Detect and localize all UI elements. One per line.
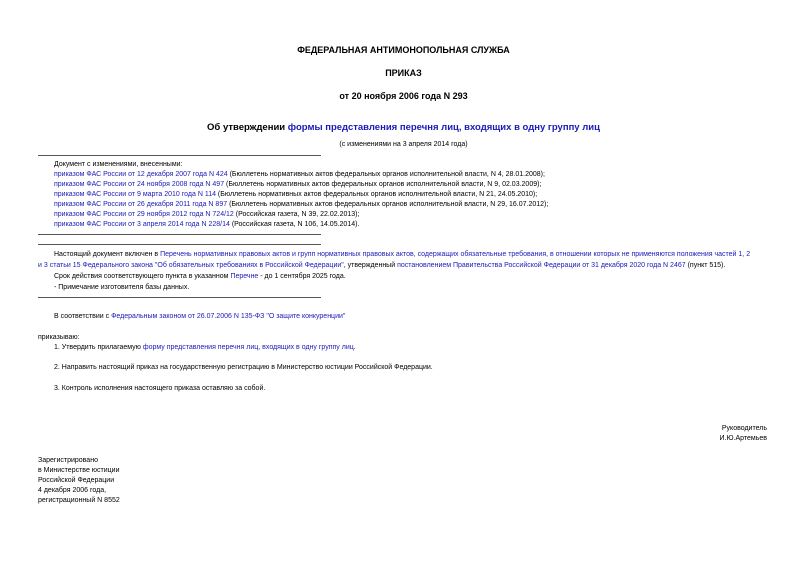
amendment-source: (Российская газета, N 106, 14.05.2014). (229, 221, 360, 228)
doc-date-number: от 20 ноября 2006 года N 293 (339, 91, 468, 101)
amendment-item (54, 210, 548, 220)
government-resolution-link[interactable]: постановлением Правительства Российской Федерации от 31 декабря 2020 года N 2467 (397, 262, 686, 269)
divider (38, 244, 321, 245)
amendment-source: (Бюллетень нормативных актов федеральных органов исполнительной власти, N 9, 02.03.2009); (224, 181, 542, 188)
amendment-item (54, 200, 548, 210)
notice-text: , утвержденный (343, 262, 398, 269)
title-prefix: Об утверждении (207, 122, 288, 133)
document-title (0, 122, 807, 133)
registration-line: Российской Федерации (38, 477, 115, 484)
amendment-link[interactable]: приказом ФАС России от 29 ноября 2012 года N 724/12 (54, 211, 234, 218)
registration-line: регистрационный N 8552 (38, 497, 120, 504)
amendment-source: (Российская газета, N 39, 22.02.2013); (233, 211, 360, 218)
point-text: . (353, 344, 356, 351)
point-1 (54, 343, 356, 353)
registry-link[interactable]: Перечень нормативных правовых актов и групп нормативных правовых актов, содержащих обязательные требования, в отношении которых не применяются положения частей 1, 2 (160, 251, 751, 258)
amendment-item (54, 190, 548, 200)
amendment-link[interactable]: приказом ФАС России от 26 декабря 2011 года N 897 (54, 201, 228, 208)
publisher-note: - Примечание изготовителя базы данных. (54, 284, 190, 291)
notice-text: (пункт 515). (685, 262, 726, 269)
amendments-list (54, 170, 548, 230)
form-link[interactable]: форму представления перечня лиц, входящих в одну группу лиц (142, 344, 354, 351)
notice-line-3 (54, 272, 346, 282)
amendment-item (54, 170, 548, 180)
point-2: 2. Направить настоящий приказ на государственную регистрацию в Министерство юстиции Российской Федерации. (54, 364, 433, 371)
list-link[interactable]: Перечне (230, 273, 259, 280)
amendment-link[interactable]: приказом ФАС России от 9 марта 2010 года N 114 (54, 191, 216, 198)
amendment-link[interactable]: приказом ФАС России от 3 апреля 2014 года N 228/14 (54, 221, 230, 228)
point-3: 3. Контроль исполнения настоящего приказа оставляю за собой. (54, 385, 266, 392)
divider (38, 155, 321, 156)
notice-text: Настоящий документ включен в (54, 251, 161, 258)
amendment-item (54, 180, 548, 190)
preamble-text: В соответствии с (54, 313, 112, 320)
notice-line-2 (38, 261, 725, 271)
amendments-intro: Документ с изменениями, внесенными: (54, 161, 183, 168)
divider (38, 297, 321, 298)
amendment-source: (Бюллетень нормативных актов федеральных органов исполнительной власти, N 4, 28.01.2008); (227, 171, 545, 178)
federal-law-link[interactable]: и 3 статьи 15 Федерального закона "Об обязательных требованиях в Российской Федерации" (38, 262, 344, 269)
amendment-source: (Бюллетень нормативных актов федеральных органов исполнительной власти, N 29, 16.07.2012); (227, 201, 549, 208)
point-text: 1. Утвердить прилагаемую (54, 344, 143, 351)
notice-line-1 (54, 250, 750, 260)
agency-name: ФЕДЕРАЛЬНАЯ АНТИМОНОПОЛЬНАЯ СЛУЖБА (297, 45, 510, 55)
amendment-item (54, 220, 548, 230)
revision-note: (с изменениями на 3 апреля 2014 года) (339, 141, 468, 148)
registration-line: в Министерстве юстиции (38, 467, 120, 474)
title-link[interactable]: формы представления перечня лиц, входящих в одну группу лиц (287, 122, 600, 133)
notice-text: Срок действия соответствующего пункта в указанном (54, 273, 231, 280)
divider (38, 234, 321, 235)
signature-name: И.Ю.Артемьев (719, 435, 767, 442)
registration-line: Зарегистрировано (38, 457, 98, 464)
amendment-source: (Бюллетень нормативных актов федеральных органов исполнительной власти, N 21, 24.05.2010); (215, 191, 538, 198)
amendment-link[interactable]: приказом ФАС России от 24 ноября 2008 года N 497 (54, 181, 225, 188)
signature-position: Руководитель (721, 425, 767, 432)
registration-block (38, 456, 120, 506)
amendment-link[interactable]: приказом ФАС России от 12 декабря 2007 года N 424 (54, 171, 228, 178)
competition-law-link[interactable]: Федеральным законом от 26.07.2006 N 135-ФЗ "О защите конкуренции" (111, 313, 346, 320)
order-word: приказываю: (38, 334, 80, 341)
notice-text: - до 1 сентября 2025 года. (258, 273, 346, 280)
preamble (54, 312, 345, 322)
registration-line: 4 декабря 2006 года, (38, 487, 107, 494)
doc-type: ПРИКАЗ (385, 68, 422, 78)
